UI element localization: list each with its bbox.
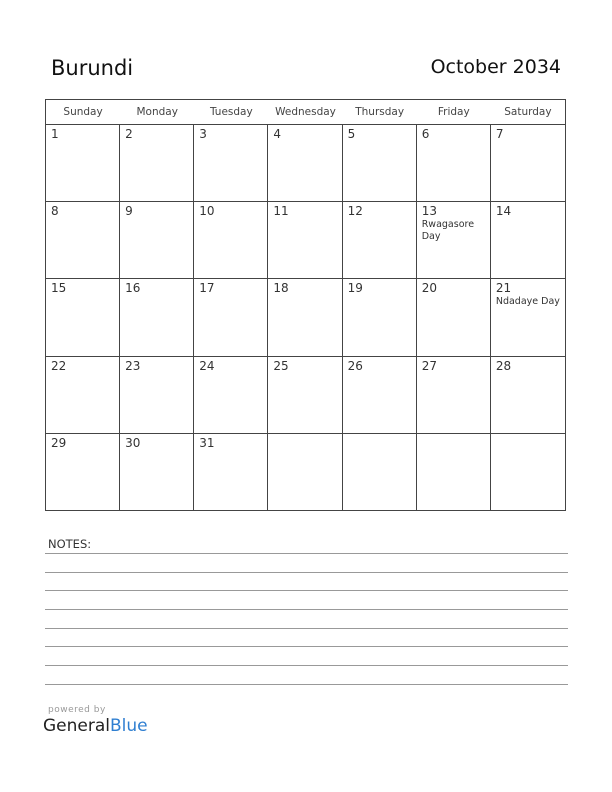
day-cell	[268, 202, 342, 279]
note-line	[45, 665, 568, 666]
weekday-label: Wednesday	[275, 106, 336, 118]
day-number: 31	[199, 435, 215, 450]
weekday-label: Monday	[136, 106, 178, 118]
day-number: 9	[125, 204, 133, 219]
generalblue-logo	[43, 716, 148, 736]
day-cell	[268, 125, 342, 202]
weekday-header-row	[46, 100, 565, 125]
weekday-label: Tuesday	[209, 106, 253, 118]
day-cell	[417, 202, 491, 279]
day-number: 6	[421, 127, 430, 141]
day-number: 30	[125, 435, 141, 450]
day-cell	[120, 202, 194, 279]
holiday-label: Rwagasore Day	[421, 219, 475, 243]
day-number: 13	[421, 204, 437, 219]
day-cell	[343, 357, 417, 434]
day-cell	[491, 125, 565, 202]
day-cell	[268, 434, 342, 511]
month-year-title: October 2034	[430, 56, 561, 78]
day-number: 5	[347, 127, 356, 141]
day-cell	[417, 125, 491, 202]
note-line	[45, 590, 568, 591]
day-number: 22	[51, 358, 67, 373]
day-number: 1	[51, 127, 59, 141]
day-cell	[46, 202, 120, 279]
day-cell	[343, 125, 417, 202]
brand-general: General	[43, 716, 110, 736]
weekday-label: Saturday	[504, 106, 552, 118]
note-line	[45, 646, 568, 647]
day-number: 7	[495, 127, 504, 141]
day-cell	[194, 125, 268, 202]
day-cell	[120, 357, 194, 434]
day-number: 11	[273, 204, 289, 219]
note-line	[45, 609, 568, 610]
day-number: 25	[273, 358, 289, 373]
day-number: 29	[51, 435, 67, 450]
day-number: 20	[421, 281, 437, 296]
day-number: 16	[125, 281, 141, 296]
day-cell	[417, 357, 491, 434]
country-title: Burundi	[51, 56, 134, 80]
day-number: 12	[347, 204, 363, 219]
weekday-label: Sunday	[63, 106, 103, 118]
day-number: 23	[125, 358, 141, 373]
day-cell	[194, 279, 268, 356]
day-number: 17	[199, 281, 215, 296]
day-cell	[417, 434, 491, 511]
day-number: 21	[495, 281, 512, 296]
day-cell	[491, 202, 565, 279]
note-line	[45, 684, 568, 685]
day-cell	[194, 434, 268, 511]
day-number: 14	[495, 204, 512, 219]
day-cell	[343, 434, 417, 511]
day-cell	[194, 202, 268, 279]
day-number: 19	[347, 281, 363, 296]
day-cell	[343, 202, 417, 279]
day-number: 3	[199, 127, 207, 141]
day-number: 18	[273, 281, 289, 296]
day-cell	[417, 279, 491, 356]
day-number: 2	[125, 127, 133, 141]
day-cell	[120, 279, 194, 356]
day-cell	[46, 125, 120, 202]
day-number: 15	[51, 281, 67, 296]
calendar-grid	[45, 99, 566, 511]
day-cell	[491, 279, 565, 356]
day-number: 24	[199, 358, 215, 373]
day-cell	[46, 434, 120, 511]
brand-blue: Blue	[110, 716, 148, 736]
day-cell	[491, 357, 565, 434]
day-number: 8	[51, 204, 59, 219]
day-cell	[46, 357, 120, 434]
day-number: 4	[273, 127, 282, 141]
holiday-label: Ndadaye Day	[495, 296, 560, 308]
powered-by-text: powered by	[48, 705, 106, 715]
day-number: 28	[495, 358, 512, 373]
day-number: 27	[421, 358, 437, 373]
note-line	[45, 553, 568, 554]
day-cell	[194, 357, 268, 434]
day-number: 10	[199, 204, 215, 219]
day-cell	[268, 357, 342, 434]
day-cell	[46, 279, 120, 356]
day-cell	[268, 279, 342, 356]
notes-label: NOTES:	[48, 537, 92, 551]
weekday-label: Thursday	[355, 106, 405, 118]
note-line	[45, 628, 568, 629]
note-line	[45, 572, 568, 573]
day-cell	[120, 434, 194, 511]
weekday-label: Friday	[437, 106, 470, 118]
day-number: 26	[347, 358, 363, 373]
day-cell	[343, 279, 417, 356]
day-grid	[46, 125, 565, 511]
day-cell	[491, 434, 565, 511]
day-cell	[120, 125, 194, 202]
